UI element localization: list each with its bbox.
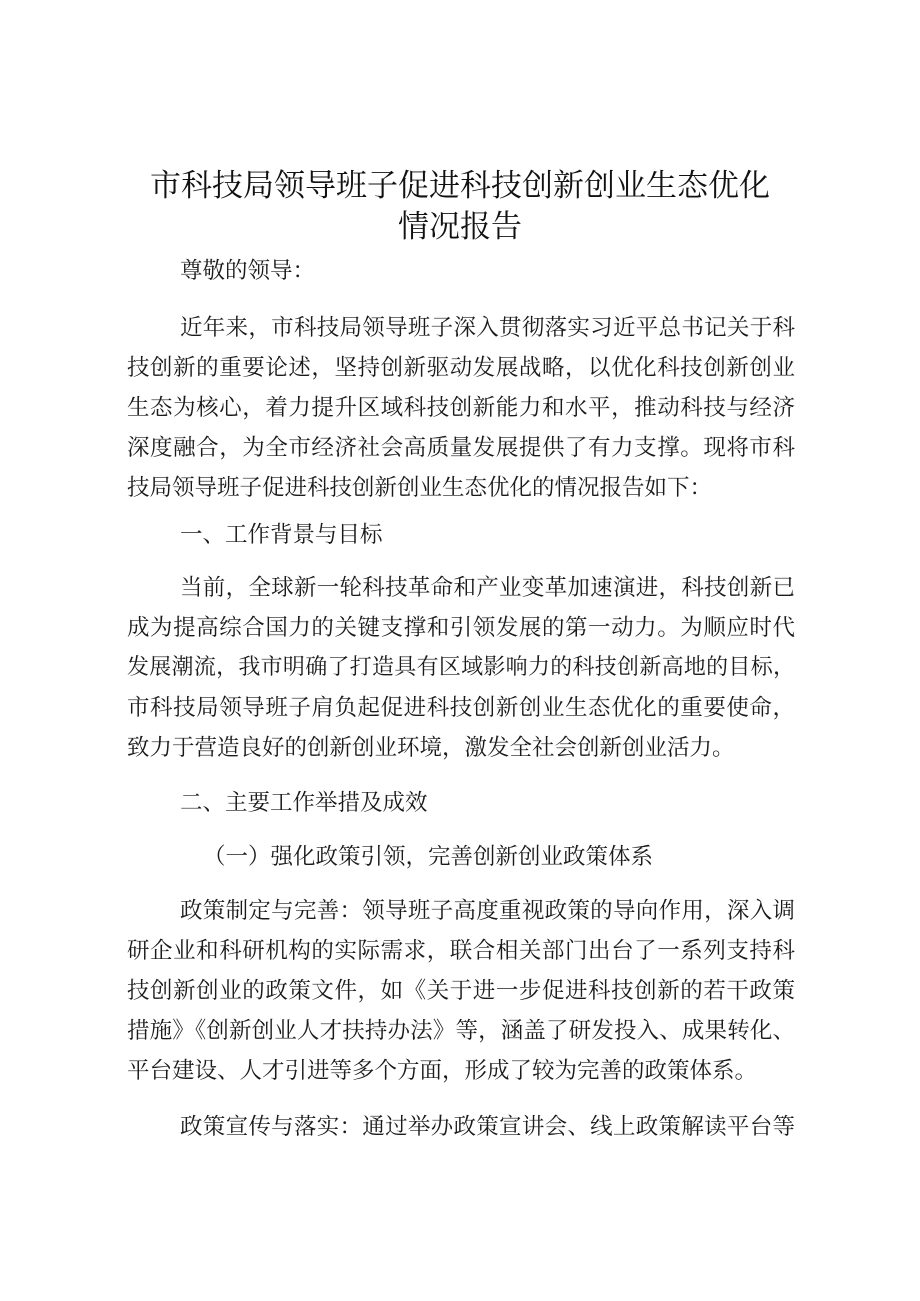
paragraph-line: 成为提高综合国力的关键支撑和引领发展的第一动力。为顺应时代 bbox=[127, 615, 795, 641]
paragraph-line: 政策制定与完善：领导班子高度重视政策的导向作用，深入调 bbox=[180, 898, 795, 924]
paragraph-line: 近年来，市科技局领导班子深入贯彻落实习近平总书记关于科 bbox=[180, 315, 795, 341]
section-heading-2: 二、主要工作举措及成效 bbox=[180, 790, 428, 816]
document-title-line-2: 情况报告 bbox=[398, 209, 522, 245]
paragraph-line: 政策宣传与落实：通过举办政策宣讲会、线上政策解读平台等 bbox=[180, 1114, 795, 1140]
paragraph-line: 技创新创业的政策文件，如《关于进一步促进科技创新的若干政策 bbox=[127, 978, 795, 1004]
paragraph-line: 措施》《创新创业人才扶持办法》等，涵盖了研发投入、成果转化、 bbox=[127, 1018, 795, 1044]
paragraph-line: 发展潮流，我市明确了打造具有区域影响力的科技创新高地的目标， bbox=[127, 655, 795, 680]
paragraph-line: 当前，全球新一轮科技革命和产业变革加速演进，科技创新已 bbox=[180, 575, 795, 601]
subsection-heading-1: （一）强化政策引领，完善创新创业政策体系 bbox=[203, 844, 654, 870]
salutation: 尊敬的领导： bbox=[180, 258, 316, 284]
paragraph-line: 市科技局领导班子肩负起促进科技创新创业生态优化的重要使命， bbox=[127, 695, 795, 721]
paragraph-line: 平台建设、人才引进等多个方面，形成了较为完善的政策体系。 bbox=[127, 1058, 758, 1084]
document-title-line-1: 市科技局领导班子促进科技创新创业生态优化 bbox=[150, 168, 770, 204]
paragraph-line: 研企业和科研机构的实际需求，联合相关部门出台了一系列支持科 bbox=[127, 938, 795, 964]
paragraph-line: 致力于营造良好的创新创业环境，激发全社会创新创业活力。 bbox=[127, 735, 735, 761]
paragraph-line: 生态为核心，着力提升区域科技创新能力和水平，推动科技与经济 bbox=[127, 395, 795, 421]
paragraph-line: 深度融合，为全市经济社会高质量发展提供了有力支撑。现将市科 bbox=[127, 435, 795, 461]
paragraph-line: 技局领导班子促进科技创新创业生态优化的情况报告如下： bbox=[127, 475, 713, 501]
paragraph-line: 技创新的重要论述，坚持创新驱动发展战略，以优化科技创新创业 bbox=[127, 355, 795, 381]
section-heading-1: 一、工作背景与目标 bbox=[180, 522, 383, 548]
